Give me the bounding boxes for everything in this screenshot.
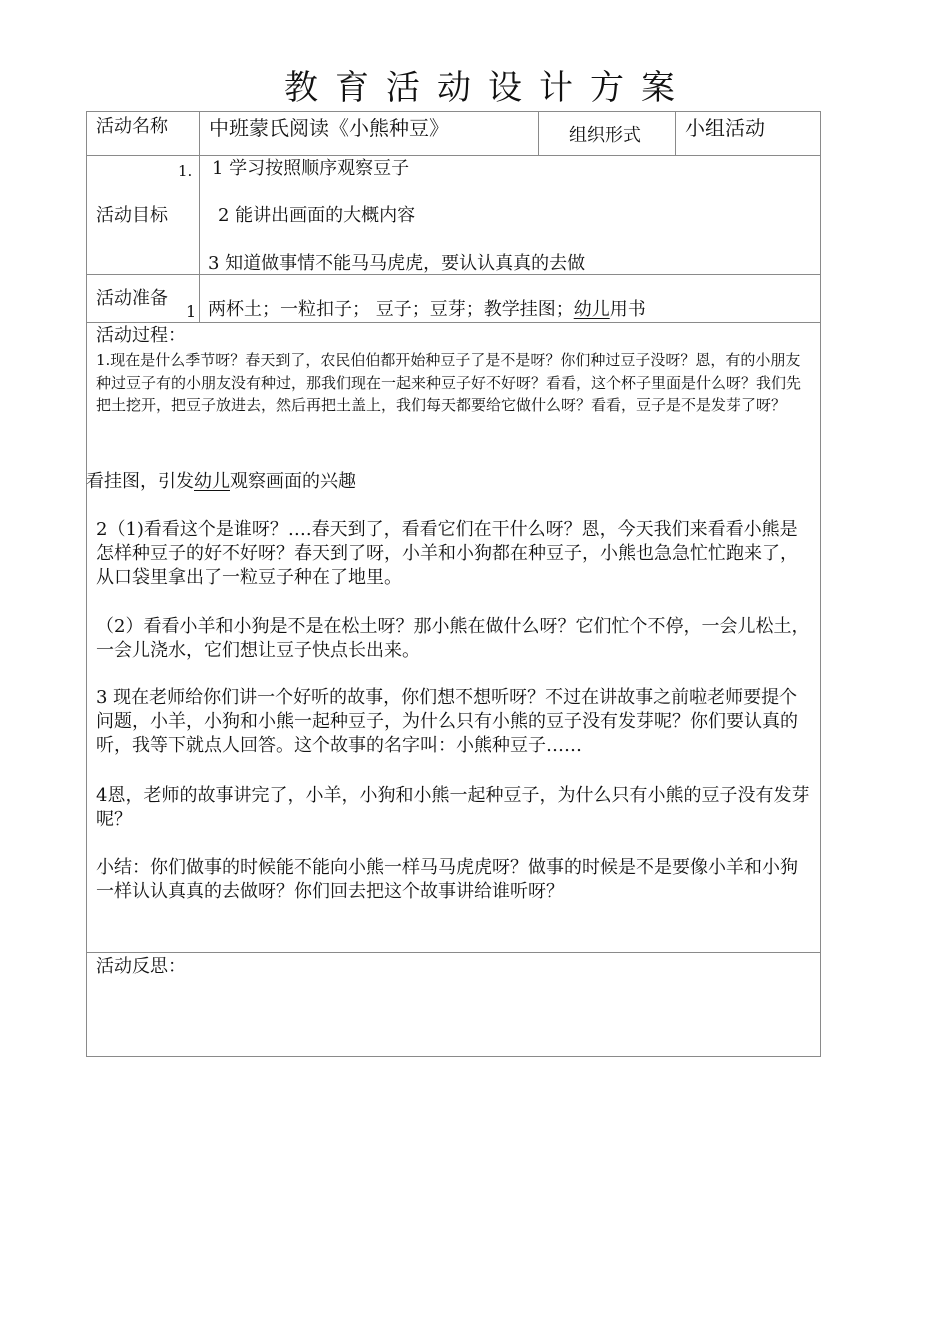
table-top-border <box>86 111 821 112</box>
process-note-tail: 观察画面的兴趣 <box>230 471 356 492</box>
process-note-underlined: 幼儿 <box>194 471 230 492</box>
activity-goal-label: 活动目标 <box>96 205 168 226</box>
page-title: 教育活动设计方案 <box>284 68 692 108</box>
prep-materials-tail: 用书 <box>609 299 646 320</box>
activity-name-value: 中班蒙氏阅读《小熊种豆》 <box>209 116 449 140</box>
prep-list-marker: 1 <box>186 302 197 321</box>
prep-materials-text: 两杯土；一粒扣子； 豆子；豆芽；教学挂图； <box>208 299 574 320</box>
table-bottom-border <box>86 1056 821 1057</box>
activity-name-label: 活动名称 <box>96 116 168 137</box>
process-hanging-chart-note <box>86 470 356 494</box>
process-step-2-1: 2（1)看看这个是谁呀？….春天到了，看看它们在干什么呀？恩，今天我们来看看小熊是怎样种豆子的好不好呀？春天到了呀，小羊和小狗都在种豆子，小熊也急急忙忙跑来了，从口袋里拿出了一粒豆子种在了地里。 <box>96 519 798 588</box>
row-divider-4 <box>86 952 821 953</box>
goal-item-2: 2 能讲出画面的大概内容 <box>218 205 416 226</box>
activity-process-label: 活动过程： <box>96 325 186 346</box>
row-divider-3 <box>86 322 821 323</box>
process-note-text: 看挂图，引发 <box>86 471 194 492</box>
process-step-4: 4恩，老师的故事讲完了，小羊，小狗和小熊一起种豆子，为什么只有小熊的豆子没有发芽呢？ <box>96 785 810 830</box>
row-divider-1 <box>86 155 821 156</box>
form-label-left-divider <box>538 111 539 156</box>
process-step-2-2: （2）看看小羊和小狗是不是在松土呀？那小熊在做什么呀？它们忙个不停，一会儿松土，一会儿浇水，它们想让豆子快点长出来。 <box>96 616 810 661</box>
activity-reflection-label: 活动反思： <box>96 956 186 977</box>
activity-prep-value <box>208 298 646 322</box>
table-left-border <box>86 111 87 1057</box>
prep-underlined-text: 幼儿 <box>573 299 610 320</box>
process-step-1: 1.现在是什么季节呀？春天到了，农民伯伯都开始种豆子了是不是呀？你们种过豆子没呀？恩，有的小朋友种过豆子有的小朋友没有种过，那我们现在一起来种豆子好不好呀？看看，这个杯子里面是什么呀？我们先把土挖开，把豆子放进去，然后再把土盖上，我们每天都要给它做什么呀？看看，豆子是不是发芽了呀？ <box>96 351 802 414</box>
form-label-right-divider <box>675 111 676 156</box>
goal-item-1: 1 学习按照顺序观察豆子 <box>212 158 410 179</box>
goal-item-3: 3 知道做事情不能马马虎虎，要认认真真的去做 <box>208 253 586 274</box>
label-column-divider <box>199 111 200 323</box>
organization-form-label: 组织形式 <box>569 125 641 146</box>
process-summary: 小结：你们做事的时候能不能向小熊一样马马虎虎呀？做事的时候是不是要像小羊和小狗一样认认真真的去做呀？你们回去把这个故事讲给谁听呀？ <box>96 857 798 902</box>
activity-prep-label: 活动准备 <box>96 288 168 309</box>
process-step-3: 3 现在老师给你们讲一个好听的故事，你们想不想听呀？不过在讲故事之前啦老师要提个问题，小羊，小狗和小熊一起种豆子，为什么只有小熊的豆子没有发芽呢？你们要认真的听，我等下就点人回答。这个故事的名字叫：小熊种豆子…… <box>96 687 798 756</box>
organization-form-value: 小组活动 <box>685 116 765 140</box>
goal-list-marker: 1. <box>178 162 193 180</box>
table-right-border <box>820 111 821 1057</box>
